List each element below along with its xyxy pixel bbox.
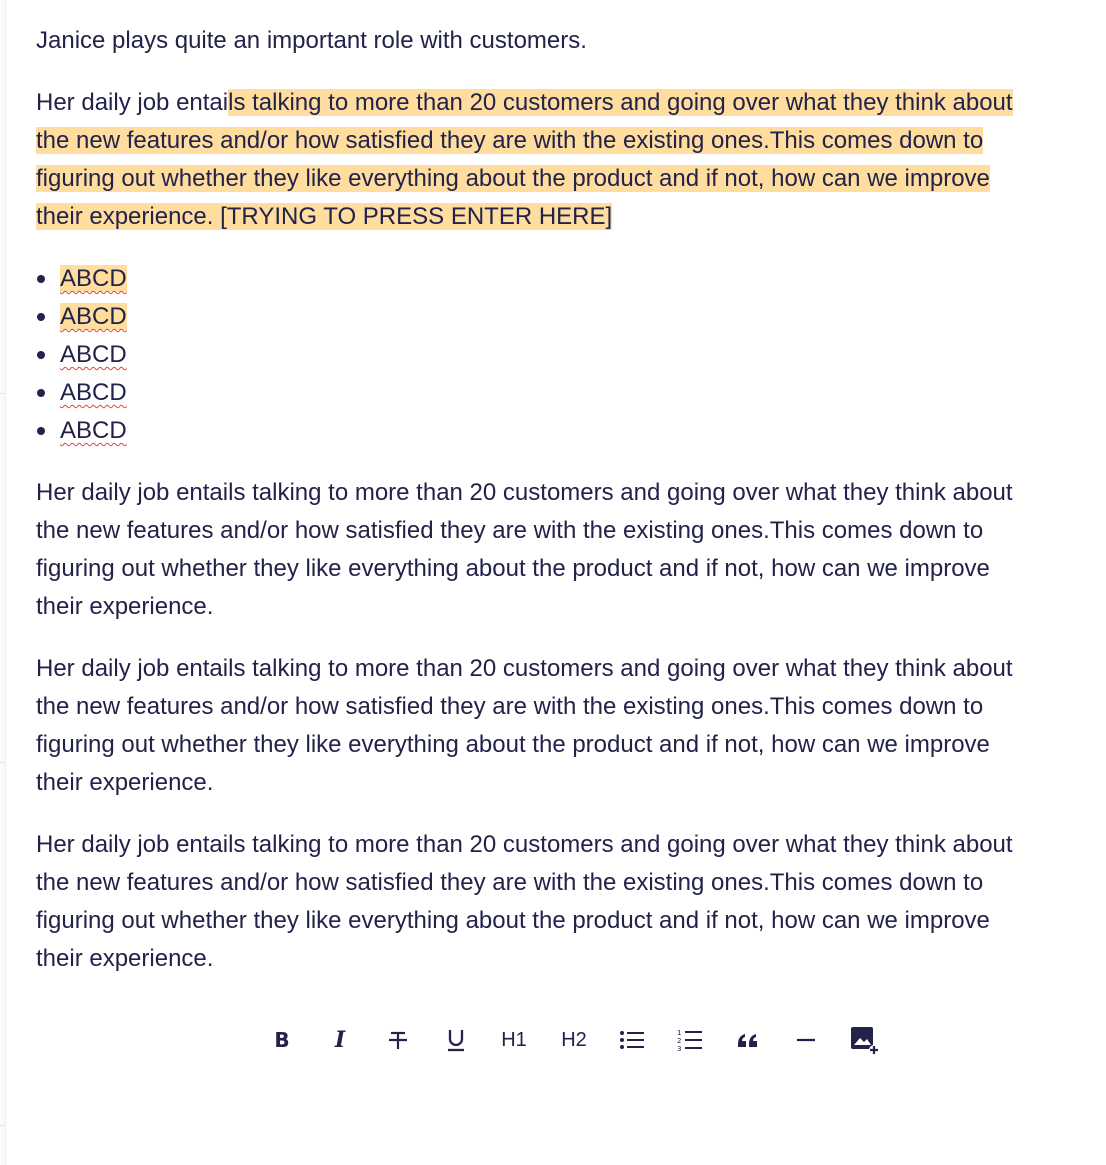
- bullet-list[interactable]: [36, 260, 1036, 450]
- body-paragraph[interactable]: Her daily job entails talking to more than 20 customers and going over what they think about the new features and/or how satisfied they are with the existing ones.This comes down to figuring out whether they like everything about the product and if not, how can we improve their experience.: [36, 831, 1013, 972]
- horizontal-rule-button[interactable]: [786, 1020, 826, 1060]
- list-item-text: ABCD: [60, 417, 127, 444]
- list-item[interactable]: [36, 260, 1036, 298]
- body-paragraph[interactable]: Her daily job entails talking to more than 20 customers and going over what they think about the new features and/or how satisfied they are with the existing ones.This comes down to figuring out whether they like everything about the product and if not, how can we improve their experience.: [36, 479, 1013, 620]
- list-item[interactable]: [36, 374, 1036, 412]
- formatting-toolbar: [262, 1020, 884, 1060]
- insert-image-icon: [850, 1026, 878, 1054]
- list-item[interactable]: [36, 336, 1036, 374]
- blockquote-button[interactable]: [728, 1020, 768, 1060]
- strikethrough-icon: [386, 1028, 410, 1052]
- bulleted-list-button[interactable]: [612, 1020, 652, 1060]
- text-selection-highlight: ls talking to more than 20 customers and going over what they think about the new features and/or how satisfied they are with the existing ones.This comes down to figuring out whether they like everything about the product and if not, how can we improve their experience. [TRYING TO PRESS ENTER HERE]: [36, 89, 1013, 230]
- bullet-icon: [37, 351, 45, 359]
- intro-paragraph[interactable]: Janice plays quite an important role with customers.: [36, 27, 587, 54]
- gutter-tick: [0, 1125, 5, 1126]
- gutter-tick: [0, 393, 5, 394]
- insert-image-button[interactable]: [844, 1020, 884, 1060]
- list-item-text: ABCD: [60, 265, 127, 292]
- bullet-icon: [37, 275, 45, 283]
- gutter-tick: [0, 762, 5, 763]
- highlighted-paragraph[interactable]: [36, 84, 1036, 236]
- underline-icon: [444, 1027, 468, 1053]
- list-item[interactable]: [36, 298, 1036, 336]
- body-paragraph[interactable]: Her daily job entails talking to more than 20 customers and going over what they think about the new features and/or how satisfied they are with the existing ones.This comes down to figuring out whether they like everything about the product and if not, how can we improve their experience.: [36, 655, 1013, 796]
- heading1-button[interactable]: H1: [501, 1028, 527, 1051]
- underline-button[interactable]: [436, 1020, 476, 1060]
- italic-button[interactable]: I: [334, 1027, 346, 1053]
- list-item-text: ABCD: [60, 303, 127, 330]
- list-item-text: ABCD: [60, 379, 127, 406]
- strikethrough-button[interactable]: [378, 1020, 418, 1060]
- svg-text:1: 1: [677, 1029, 682, 1037]
- bullet-icon: [37, 427, 45, 435]
- list-item-text: ABCD: [60, 341, 127, 368]
- bulleted-list-icon: [619, 1029, 645, 1051]
- list-item[interactable]: [36, 412, 1036, 450]
- numbered-list-button[interactable]: [670, 1020, 710, 1060]
- bullet-icon: [37, 389, 45, 397]
- numbered-list-icon: [677, 1028, 703, 1052]
- heading2-button[interactable]: H2: [561, 1028, 587, 1051]
- svg-text:2: 2: [677, 1037, 682, 1045]
- blockquote-icon: [737, 1032, 759, 1048]
- horizontal-rule-icon: [796, 1038, 816, 1042]
- svg-text:3: 3: [677, 1045, 682, 1052]
- paragraph-text-unselected: Her daily job entai: [36, 89, 229, 116]
- left-gutter: [0, 0, 6, 1165]
- bold-button[interactable]: B: [274, 1028, 290, 1052]
- rich-text-editor[interactable]: [36, 22, 1036, 1002]
- bullet-icon: [37, 313, 45, 321]
